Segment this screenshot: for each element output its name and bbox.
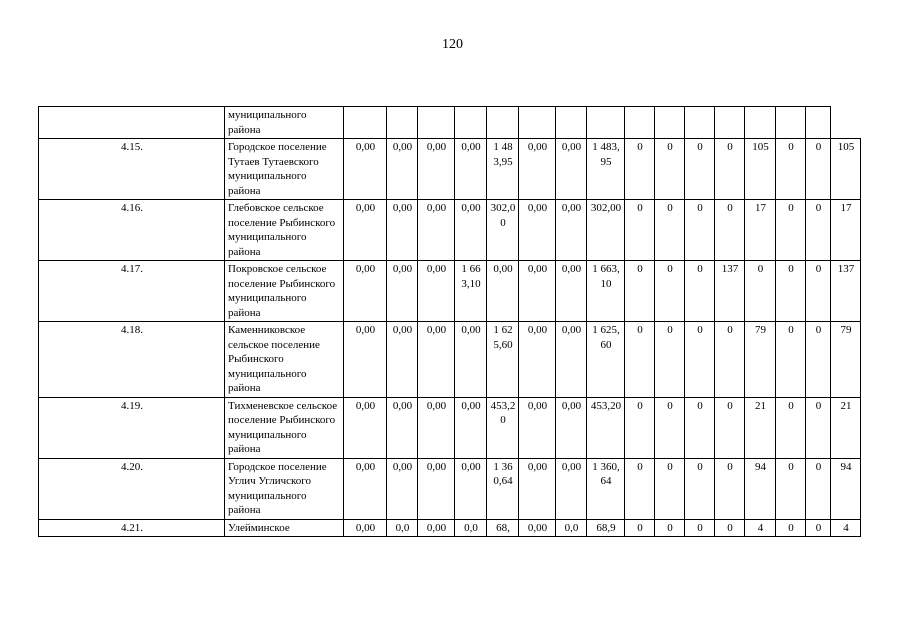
settlement-name-cell: Покровское сельское поселение Рыбинского муниципального района xyxy=(225,261,344,322)
settlement-name-cell: Тихменевское сельское поселение Рыбинского муниципального района xyxy=(225,397,344,458)
value-cell: 68,9 xyxy=(587,519,625,537)
value-cell: 0 xyxy=(625,519,655,537)
value-cell: 0,00 xyxy=(387,139,418,200)
value-cell: 17 xyxy=(745,200,776,261)
value-cell: 0,00 xyxy=(556,322,587,398)
value-cell: 0 xyxy=(806,458,831,519)
value-cell: 0 xyxy=(776,139,806,200)
value-cell: 0,00 xyxy=(418,458,455,519)
value-cell: 0,00 xyxy=(519,139,556,200)
value-cell xyxy=(806,107,831,139)
value-cell xyxy=(587,107,625,139)
value-cell: 0,00 xyxy=(344,397,387,458)
value-cell: 0,00 xyxy=(344,261,387,322)
value-cell: 21 xyxy=(745,397,776,458)
value-cell: 0,00 xyxy=(455,322,487,398)
value-cell: 453,20 xyxy=(487,397,519,458)
value-cell: 137 xyxy=(715,261,745,322)
value-cell: 0 xyxy=(806,397,831,458)
value-cell: 0,00 xyxy=(344,322,387,398)
table-row xyxy=(39,397,861,458)
value-cell: 453,20 xyxy=(587,397,625,458)
value-cell: 0,0 xyxy=(556,519,587,537)
value-cell: 0 xyxy=(625,458,655,519)
value-cell: 0 xyxy=(806,139,831,200)
value-cell: 1 663,10 xyxy=(455,261,487,322)
value-cell: 0,00 xyxy=(556,458,587,519)
value-cell: 68, xyxy=(487,519,519,537)
table-row xyxy=(39,200,861,261)
settlement-name-cell: Глебовское сельское поселение Рыбинского муниципального района xyxy=(225,200,344,261)
settlement-name-cell: Каменниковское сельское поселение Рыбинского муниципального района xyxy=(225,322,344,398)
row-number-cell: 4.15. xyxy=(39,139,225,200)
table-row xyxy=(39,322,861,398)
value-cell: 0,00 xyxy=(556,139,587,200)
value-cell: 94 xyxy=(745,458,776,519)
value-cell: 137 xyxy=(831,261,861,322)
value-cell: 0,0 xyxy=(387,519,418,537)
value-cell: 1 483,95 xyxy=(487,139,519,200)
value-cell: 0,00 xyxy=(455,397,487,458)
row-number-cell: 4.20. xyxy=(39,458,225,519)
table-row xyxy=(39,107,861,139)
value-cell: 0 xyxy=(806,200,831,261)
value-cell: 0,00 xyxy=(519,458,556,519)
value-cell: 0 xyxy=(776,261,806,322)
value-cell: 0 xyxy=(715,200,745,261)
value-cell: 0 xyxy=(655,322,685,398)
value-cell: 0 xyxy=(655,139,685,200)
settlement-name-cell: Городское поселение Тутаев Тутаевского муниципального района xyxy=(225,139,344,200)
table-row xyxy=(39,261,861,322)
value-cell: 0,00 xyxy=(344,200,387,261)
value-cell: 0 xyxy=(685,519,715,537)
value-cell: 0 xyxy=(715,397,745,458)
value-cell: 0,00 xyxy=(387,261,418,322)
value-cell: 0 xyxy=(776,200,806,261)
value-cell: 105 xyxy=(831,139,861,200)
value-cell: 302,00 xyxy=(587,200,625,261)
value-cell: 0 xyxy=(745,261,776,322)
value-cell: 0,00 xyxy=(418,200,455,261)
table-row xyxy=(39,139,861,200)
row-number-cell xyxy=(39,107,225,139)
value-cell: 0,00 xyxy=(387,322,418,398)
value-cell: 4 xyxy=(831,519,861,537)
value-cell: 0 xyxy=(625,200,655,261)
value-cell: 1 360,64 xyxy=(487,458,519,519)
value-cell: 0 xyxy=(625,322,655,398)
value-cell: 0 xyxy=(715,322,745,398)
value-cell: 0,00 xyxy=(519,200,556,261)
value-cell xyxy=(625,107,655,139)
value-cell: 0 xyxy=(806,519,831,537)
value-cell: 79 xyxy=(831,322,861,398)
data-table xyxy=(38,106,861,537)
value-cell: 0 xyxy=(655,519,685,537)
value-cell: 0,00 xyxy=(519,519,556,537)
value-cell: 0 xyxy=(685,261,715,322)
value-cell: 302,00 xyxy=(487,200,519,261)
value-cell: 94 xyxy=(831,458,861,519)
value-cell: 0 xyxy=(806,261,831,322)
value-cell: 1 625,60 xyxy=(587,322,625,398)
value-cell: 0,00 xyxy=(556,200,587,261)
value-cell xyxy=(715,107,745,139)
value-cell: 0,00 xyxy=(519,322,556,398)
row-number-cell: 4.16. xyxy=(39,200,225,261)
value-cell: 0,00 xyxy=(519,261,556,322)
settlement-name-cell: муниципального района xyxy=(225,107,344,139)
value-cell: 0,00 xyxy=(556,261,587,322)
value-cell: 105 xyxy=(745,139,776,200)
value-cell: 1 483,95 xyxy=(587,139,625,200)
value-cell xyxy=(487,107,519,139)
settlement-name-cell: Городское поселение Углич Угличского муниципального района xyxy=(225,458,344,519)
value-cell: 0 xyxy=(806,322,831,398)
value-cell xyxy=(418,107,455,139)
value-cell: 0,00 xyxy=(455,458,487,519)
value-cell: 0,00 xyxy=(418,322,455,398)
value-cell xyxy=(556,107,587,139)
value-cell: 0,00 xyxy=(344,139,387,200)
value-cell: 0 xyxy=(685,322,715,398)
value-cell xyxy=(776,107,806,139)
value-cell: 0 xyxy=(776,458,806,519)
row-number-cell: 4.18. xyxy=(39,322,225,398)
value-cell: 0 xyxy=(685,200,715,261)
value-cell: 0,00 xyxy=(455,139,487,200)
value-cell xyxy=(655,107,685,139)
page-number: 120 xyxy=(442,37,463,52)
value-cell xyxy=(344,107,387,139)
table-row xyxy=(39,519,861,537)
value-cell xyxy=(455,107,487,139)
value-cell: 0 xyxy=(655,200,685,261)
value-cell: 0,00 xyxy=(455,200,487,261)
value-cell xyxy=(745,107,776,139)
value-cell xyxy=(387,107,418,139)
value-cell: 0 xyxy=(625,139,655,200)
value-cell: 0 xyxy=(625,261,655,322)
value-cell: 1 360,64 xyxy=(587,458,625,519)
table-row xyxy=(39,458,861,519)
value-cell: 1 625,60 xyxy=(487,322,519,398)
value-cell: 0 xyxy=(715,458,745,519)
value-cell: 0,00 xyxy=(418,139,455,200)
value-cell xyxy=(685,107,715,139)
value-cell: 0,00 xyxy=(418,397,455,458)
value-cell: 0,00 xyxy=(387,458,418,519)
value-cell: 0 xyxy=(715,519,745,537)
value-cell xyxy=(519,107,556,139)
value-cell: 0 xyxy=(776,519,806,537)
row-number-cell: 4.21. xyxy=(39,519,225,537)
value-cell: 0 xyxy=(655,458,685,519)
value-cell: 0,00 xyxy=(487,261,519,322)
value-cell: 21 xyxy=(831,397,861,458)
value-cell: 0,00 xyxy=(519,397,556,458)
value-cell: 0 xyxy=(776,322,806,398)
settlement-name-cell: Улейминское xyxy=(225,519,344,537)
row-number-cell: 4.17. xyxy=(39,261,225,322)
value-cell: 1 663,10 xyxy=(587,261,625,322)
value-cell: 79 xyxy=(745,322,776,398)
value-cell: 4 xyxy=(745,519,776,537)
value-cell: 0,00 xyxy=(387,200,418,261)
value-cell: 0 xyxy=(685,458,715,519)
value-cell: 0,00 xyxy=(418,519,455,537)
value-cell: 0,00 xyxy=(344,519,387,537)
value-cell: 0 xyxy=(685,397,715,458)
value-cell: 0 xyxy=(655,261,685,322)
value-cell: 0,00 xyxy=(387,397,418,458)
value-cell: 0 xyxy=(776,397,806,458)
row-number-cell: 4.19. xyxy=(39,397,225,458)
value-cell: 0 xyxy=(655,397,685,458)
value-cell: 0 xyxy=(685,139,715,200)
value-cell: 0,00 xyxy=(344,458,387,519)
value-cell: 0,00 xyxy=(556,397,587,458)
value-cell: 0 xyxy=(715,139,745,200)
value-cell: 0,00 xyxy=(418,261,455,322)
value-cell: 0 xyxy=(625,397,655,458)
value-cell: 17 xyxy=(831,200,861,261)
value-cell: 0,0 xyxy=(455,519,487,537)
